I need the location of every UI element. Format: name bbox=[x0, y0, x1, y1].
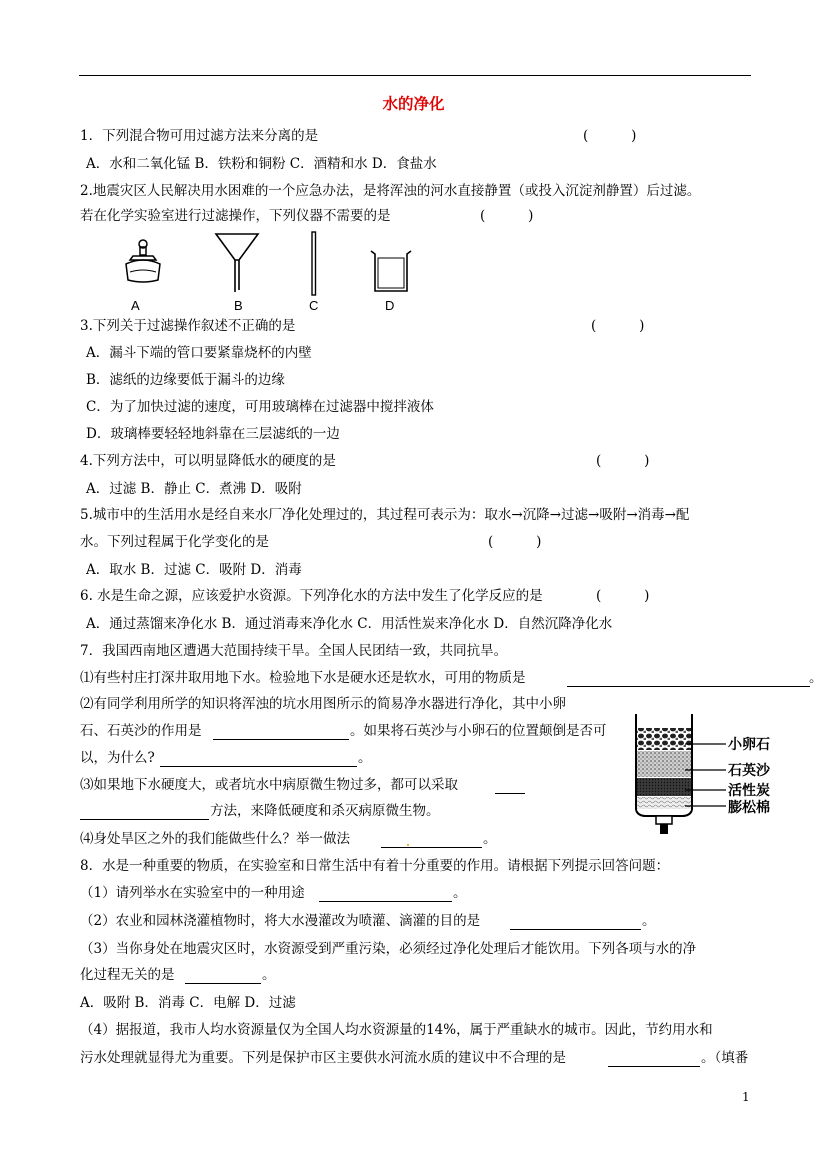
q3-stem: 3.下列关于过滤操作叙述不正确的是 bbox=[80, 318, 296, 334]
q8-part3-answer-blank[interactable] bbox=[185, 967, 261, 984]
q8-part4-tail: 。（填番 bbox=[701, 1050, 749, 1066]
filter-label-quartz-sand: 石英沙 bbox=[728, 763, 770, 779]
q7-part2-line2: 石、石英沙的作用是 bbox=[80, 723, 202, 739]
q6-stem: 6. 水是生命之源，应该爱护水资源。下列净化水的方法中发生了化学反应的是 bbox=[80, 588, 543, 604]
funnel-icon bbox=[214, 232, 260, 294]
q8-part3-period: 。 bbox=[262, 967, 276, 983]
q6-options: A．通过蒸馏来净化水 B．通过消毒来净化水 C．用活性炭来净化水 D．自然沉降净化水 bbox=[86, 616, 613, 632]
page-title: 水的净化 bbox=[382, 95, 445, 113]
q7-stem: 7．我国西南地区遭遇大范围持续干旱。全国人民团结一致，共同抗旱。 bbox=[80, 643, 508, 659]
q6-answer-paren: ( ) bbox=[596, 588, 650, 604]
apparatus-label-b: B bbox=[234, 298, 243, 313]
q7-part2-line2-tail: 。如果将石英沙与小卵石的位置颠倒是否可 bbox=[350, 723, 607, 739]
q8-part4-line1: （4）据报道，我市人均水资源量仅为全国人均水资源量的14%，属于严重缺水的城市。因此，节约用水和 bbox=[80, 1022, 713, 1038]
q1-options: A．水和二氧化锰 B．铁粉和铜粉 C．酒精和水 D．食盐水 bbox=[86, 156, 437, 172]
q4-answer-paren: ( ) bbox=[596, 453, 650, 469]
header-rule bbox=[79, 75, 751, 76]
q7-part1-answer-blank[interactable] bbox=[567, 670, 810, 687]
apparatus-label-d: D bbox=[385, 298, 395, 313]
apparatus-label-c: C bbox=[309, 298, 319, 313]
q8-part2: （2）农业和园林浇灌植物时，将大水漫灌改为喷灌、滴灌的目的是 bbox=[80, 913, 481, 929]
q7-part4-period: 。 bbox=[483, 831, 497, 847]
q4-options: A．过滤 B．静止 C．煮沸 D．吸附 bbox=[86, 481, 302, 497]
q7-part2-line3: 以，为什么? bbox=[80, 750, 155, 766]
beaker-icon bbox=[369, 248, 413, 294]
q8-part3-options: A．吸附 B．消毒 C．电解 D．过滤 bbox=[80, 995, 296, 1011]
q8-part1-period: 。 bbox=[453, 885, 467, 901]
q8-part2-period: 。 bbox=[642, 913, 656, 929]
q7-part2-answer-blank-1[interactable] bbox=[213, 723, 349, 740]
apparatus-label-a: A bbox=[131, 298, 140, 313]
q1-answer-paren: ( ) bbox=[583, 128, 637, 144]
q5-stem-line1: 5.城市中的生活用水是经自来水厂净化处理过的，其过程可表示为：取水→沉降→过滤→吸附→消毒→配 bbox=[80, 507, 690, 523]
stray-dot bbox=[407, 844, 409, 846]
glass-rod-icon bbox=[309, 231, 319, 297]
q3-option-c: C．为了加快过滤的速度，可用玻璃棒在过滤器中搅拌液体 bbox=[86, 399, 434, 415]
filter-label-pebbles: 小卵石 bbox=[728, 737, 770, 753]
q5-stem-line2: 水。下列过程属于化学变化的是 bbox=[80, 534, 269, 550]
filter-label-cotton: 膨松棉 bbox=[728, 800, 770, 816]
q8-part4-line2: 污水处理就显得尤为重要。下列是保护市区主要供水河流水质的建议中不合理的是 bbox=[80, 1050, 566, 1066]
q8-part1-answer-blank[interactable] bbox=[319, 885, 452, 902]
q3-answer-paren: ( ) bbox=[591, 318, 645, 334]
q7-part3-answer-blank-a[interactable] bbox=[495, 777, 525, 794]
water-filter-diagram bbox=[630, 712, 800, 840]
q3-option-d: D．玻璃棒要轻轻地斜靠在三层滤纸的一边 bbox=[86, 426, 340, 442]
q8-part4-answer-blank[interactable] bbox=[608, 1050, 700, 1067]
q3-option-b: B．滤纸的边缘要低于漏斗的边缘 bbox=[86, 372, 285, 388]
q2-stem-line1: 2.地震灾区人民解决用水困难的一个应急办法，是将浑浊的河水直接静置（或投入沉淀剂静置）后过滤。 bbox=[80, 183, 701, 199]
q7-part4: ⑷身处旱区之外的我们能做些什么？举一做法 bbox=[80, 831, 350, 847]
q8-part3-line1: （3）当你身处在地震灾区时，水资源受到严重污染，必须经过净化处理后才能饮用。下列各项与水的净 bbox=[80, 941, 697, 957]
q7-part3-line2: 方法，来降低硬度和杀灭病原微生物。 bbox=[210, 803, 440, 819]
q7-part2-line1: ⑵有同学利用所学的知识将浑浊的坑水用图所示的简易净水器进行净化，其中小卵 bbox=[80, 696, 566, 712]
page-number: 1 bbox=[742, 1090, 750, 1104]
q3-option-a: A．漏斗下端的管口要紧靠烧杯的内壁 bbox=[86, 345, 312, 361]
q5-options: A．取水 B．过滤 C．吸附 D．消毒 bbox=[86, 562, 302, 578]
q7-part2-line3-period: 。 bbox=[358, 750, 372, 766]
q5-answer-paren: ( ) bbox=[488, 534, 542, 550]
q7-part2-answer-blank-2[interactable] bbox=[160, 750, 357, 767]
q1-stem: 1．下列混合物可用过滤方法来分离的是 bbox=[80, 128, 319, 144]
q8-part2-answer-blank[interactable] bbox=[510, 913, 641, 930]
q7-part3-line1: ⑶如果地下水硬度大，或者坑水中病原微生物过多，都可以采取 bbox=[80, 777, 458, 793]
q8-stem: 8．水是一种重要的物质，在实验室和日常生活中有着十分重要的作用。请根据下列提示回答问题： bbox=[80, 858, 670, 874]
q8-part3-line2: 化过程无关的是 bbox=[80, 967, 175, 983]
q2-stem-line2: 若在化学实验室进行过滤操作，下列仪器不需要的是 bbox=[80, 208, 391, 224]
q8-part1: （1）请列举水在实验室中的一种用途 bbox=[80, 885, 305, 901]
q7-part3-answer-blank-b[interactable] bbox=[80, 803, 209, 820]
q7-part1-period: 。 bbox=[809, 670, 823, 686]
reagent-bottle-icon bbox=[118, 236, 168, 286]
q7-part4-answer-blank[interactable] bbox=[381, 831, 482, 848]
filter-label-activated-carbon: 活性炭 bbox=[728, 783, 770, 799]
q7-part1: ⑴有些村庄打深井取用地下水。检验地下水是硬水还是软水，可用的物质是 bbox=[80, 670, 526, 686]
q4-stem: 4.下列方法中，可以明显降低水的硬度的是 bbox=[80, 453, 336, 469]
q2-answer-paren: ( ) bbox=[480, 208, 534, 224]
